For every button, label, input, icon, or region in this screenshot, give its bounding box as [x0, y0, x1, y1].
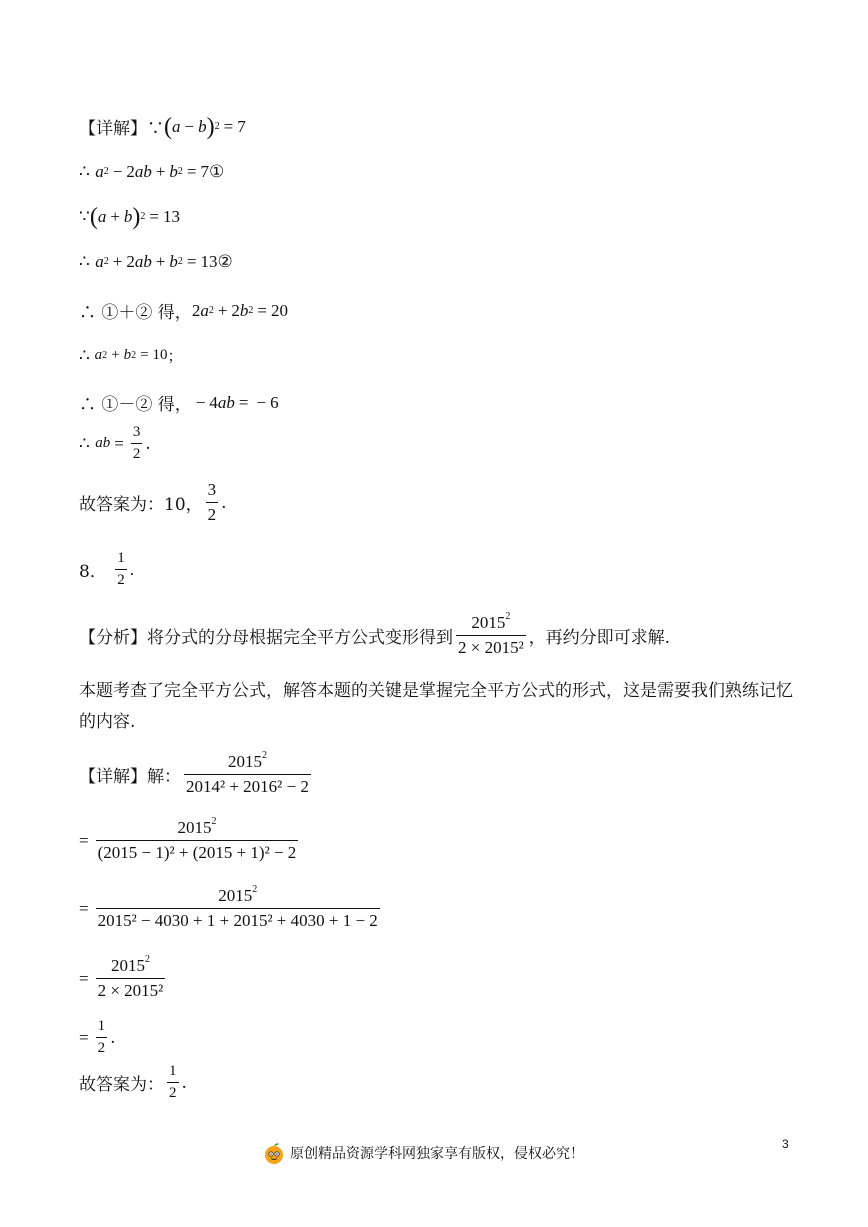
eq-expanded-1: ∴ a 2 − 2 ab + b 2 = 7 ①	[79, 162, 225, 182]
footer	[262, 1141, 584, 1165]
eq-difference: ∴ ①－② 得， − 4 ab = − 6	[79, 392, 279, 415]
detail-label: 【详解】∵	[79, 119, 164, 139]
eq-sum-squares: ∴ a 2 + b 2 = 10 ；	[79, 345, 183, 366]
copyright-text: 原创精品资源学科网独家享有版权，侵权必究！	[290, 1146, 584, 1162]
q8-answer: 8． $\frac{1}{2}$ .	[79, 550, 134, 588]
page-number: 3	[782, 1137, 789, 1151]
fraction-analysis: $\frac{2015^2}{\text{2 × 2015²}}$	[458, 611, 524, 657]
fraction-one-half: $\frac{1}{2}$	[117, 550, 125, 588]
answer-q7: 故答案为：10， $\frac{3}{2}$ .	[79, 480, 227, 524]
circled-one: ①	[209, 162, 225, 182]
q8-step-2: = $\frac{2015^2}{\text{2015² − 4030 + 1 + 2015² + 4030 + 1 − 2}}$	[79, 884, 378, 930]
eq-expanded-2: ∴ a 2 + 2 ab + b 2 = 13 ②	[79, 252, 233, 272]
orange-logo-icon	[262, 1141, 286, 1165]
answer-q8: 故答案为： $\frac{1}{2}$ .	[79, 1063, 187, 1101]
fraction-three-halves: $\frac{3}{2}$	[132, 424, 141, 462]
eq-given-1: 【详解】∵ ( a − b ) 2 = 7	[79, 113, 246, 140]
question-number: 8．	[79, 562, 107, 582]
q8-summary: 本题考查了完全平方公式，解答本题的关键是掌握完全平方公式的形式，这是需要我们熟练记忆的内容.	[79, 681, 793, 732]
fraction-detail: $\frac{2015^2}{\text{2014² + 2016² − 2}}$	[186, 750, 309, 796]
eq-ab-result: ∴ ab = $\frac{3}{2}$ .	[79, 424, 151, 462]
q8-analysis: 【分析】将分式的分母根据完全平方公式变形得到 $\frac{2015^2}{\text{2 × 2015²}}$ ，再约分即可求解.	[79, 611, 671, 657]
q8-detail: 【详解】解： $\frac{2015^2}{\text{2014² + 2016² − 2}}$	[79, 750, 309, 796]
q8-step-1: = $\frac{2015^2}{\text{(2015 − 1)² + (2015 + 1)² − 2}}$	[79, 816, 297, 862]
q8-step-final: = $\frac{1}{2}$ .	[79, 1018, 116, 1056]
eq-sum: ∴ ①＋② 得， 2 a 2 + 2 b 2 = 20	[79, 300, 288, 323]
fraction-three-halves-answer: $\frac{3}{2}$	[207, 480, 217, 524]
q8-step-3: = $\frac{2015^2}{\text{2 × 2015²}}$	[79, 954, 164, 1000]
eq-given-2: ∵ ( a + b ) 2 = 13	[79, 204, 181, 230]
circled-two: ②	[217, 252, 233, 272]
